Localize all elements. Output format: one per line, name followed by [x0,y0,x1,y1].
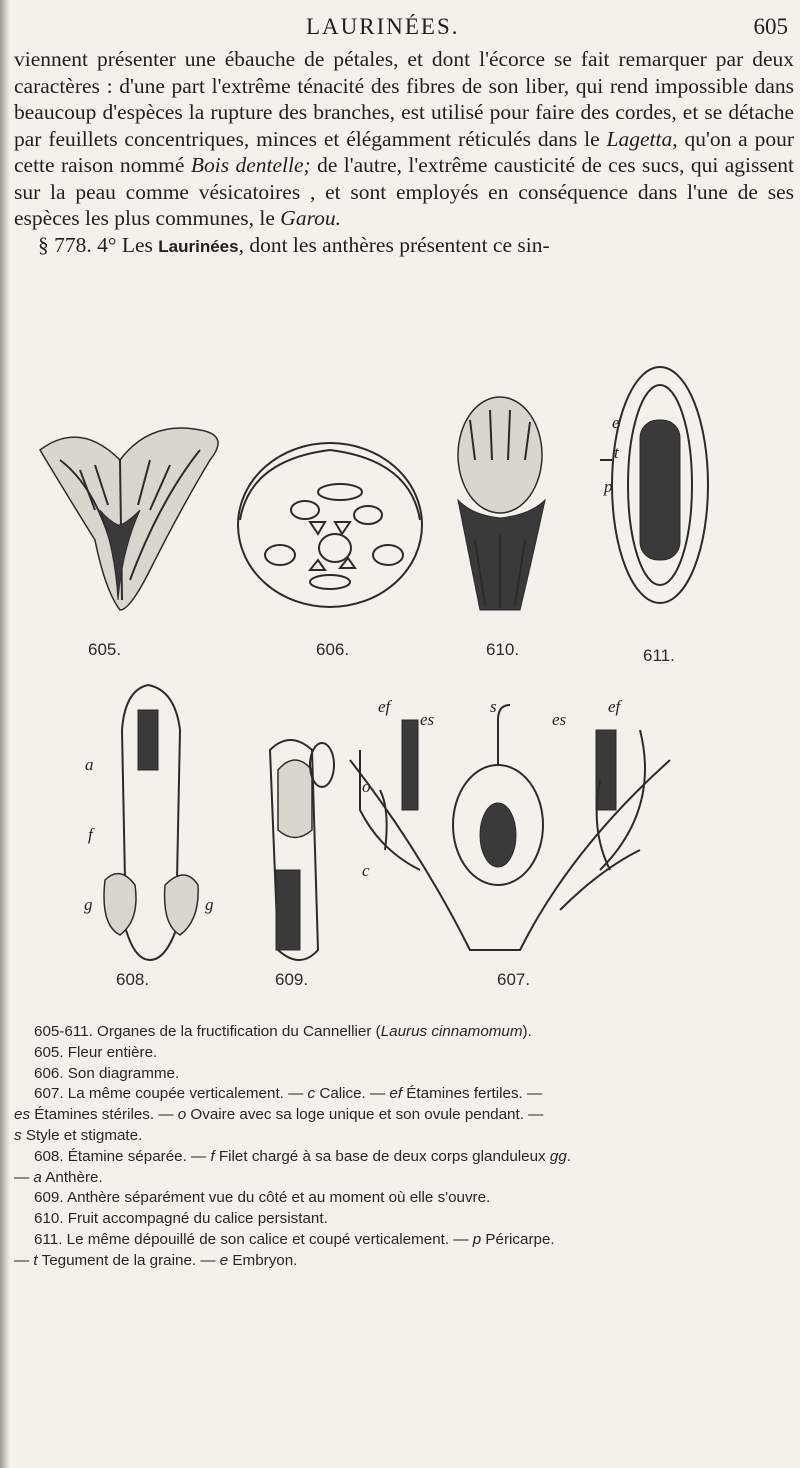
caption-605-611 [14,1022,790,1043]
label-ef-left: ef [378,697,391,716]
label-g-right: g [205,895,214,914]
caption-607-d: Étamines stériles. — [30,1106,178,1124]
figure-607-section [350,697,670,950]
caption-607-b: Calice. — [315,1085,390,1103]
caption-611 [14,1230,790,1251]
label-s: s [490,697,497,716]
figure-label-606: 606. [316,640,350,659]
caption-608-gg: gg [549,1147,567,1165]
figure-606-diagram [238,443,422,607]
label-ef-right: ef [608,697,621,716]
body-text [14,46,794,260]
figure-608-stamen [84,685,214,960]
figure-611-fruit-section [600,367,708,603]
caption-607 [14,1084,790,1105]
figure-captions [14,1022,790,1272]
figure-605-flower [40,428,218,610]
running-header [0,10,800,44]
paragraph-2 [14,232,794,261]
paragraph-1-text: viennent présenter une ébauche de pétales, et dont l'écorce se fait remarquer par deux caractères : d'une part l'extrême ténacité des fibres de son liber, qui rend impossible dans beaucoup d'espèces la rupture des branches, est utilisé pour faire des cordes, et se détache par feuillets concentriques, minces et élégamment réticulés dans le [14,47,794,151]
figure-610-fruit [458,397,545,610]
label-f: f [88,825,93,844]
figure-label-608: 608. [116,970,150,989]
paragraph-1 [14,46,794,232]
label-g-left: g [84,895,93,914]
figure-label-609: 609. [275,970,309,989]
caption-605: 605. Fleur entière. [34,1043,158,1061]
caption-608-a: 608. Étamine séparée. — [34,1147,211,1165]
caption-605-611-lead: 605-611. Organes de la fructification du Cannellier ( [34,1023,381,1040]
label-es-right: es [552,710,567,729]
section-number: § 778. 4° Les [38,232,159,257]
caption-608-b: Filet chargé à sa base de deux corps glanduleux [214,1147,550,1165]
caption-611-p: p [472,1230,482,1248]
caption-607-ef: ef [389,1085,403,1103]
caption-605-611-taxon: Laurus cinnamomum [380,1023,523,1040]
label-es-left: es [420,710,435,729]
page-number: 605 [753,14,788,39]
caption-607-cont-1 [14,1105,790,1126]
caption-611-t: t [33,1251,38,1269]
caption-608-e: Anthère. [41,1168,103,1186]
caption-607-cont-2 [14,1126,790,1147]
family-name: Laurinées [158,236,239,256]
caption-608-c: . [566,1147,572,1165]
term-lagetta: Lagetta, [606,126,678,151]
caption-607-a: 607. La même coupée verticalement. — [34,1085,308,1103]
caption-611-d: Tegument de la graine. — [37,1251,220,1269]
figure-label-607: 607. [497,970,531,989]
caption-606: 606. Son diagramme. [34,1064,180,1082]
term-garou: Garou. [280,206,342,230]
term-bois-dentelle: Bois dentelle; [190,153,311,177]
caption-611-f: Embryon. [228,1251,298,1269]
figure-label-605: 605. [88,640,122,659]
caption-607-es: es [14,1106,31,1124]
caption-610: 610. Fruit accompagné du calice persistant. [34,1210,328,1228]
caption-611-e: e [219,1251,229,1269]
label-t: t [614,443,619,462]
caption-607-c: c [307,1085,316,1103]
label-a: a [85,755,94,774]
caption-608-a-letter: a [33,1168,42,1186]
label-o: o [362,777,371,796]
caption-607-s: s [14,1126,22,1144]
caption-608-cont [14,1168,790,1189]
caption-609: 609. Anthère séparément vue du côté et au moment où elle s'ouvre. [34,1189,491,1207]
caption-611-b: Péricarpe. [481,1230,555,1248]
caption-607-e: Ovaire avec sa loge unique et son ovule pendant. — [186,1106,544,1124]
running-title: LAURINÉES. [306,14,460,39]
label-p: p [604,477,613,496]
figure-label-611: 611. [643,646,675,665]
caption-608-d: — [14,1168,34,1186]
paragraph-1-text-b: qu'on a pour cette raison nommé [14,126,794,177]
caption-605-611-tail: ). [522,1023,532,1040]
caption-607-c2: Étamines fertiles. — [402,1085,543,1103]
caption-608 [14,1147,790,1168]
figure-label-610: 610. [486,640,520,659]
caption-611-cont [14,1251,790,1272]
figure-plate [0,310,800,1000]
caption-611-a: 611. Le même dépouillé de son calice et coupé verticalement. — [34,1230,473,1248]
caption-607-o: o [177,1106,187,1124]
caption-608-f: f [210,1147,215,1165]
paragraph-1-text-c: de l'autre, l'extrême causticité de ces sucs, qui agissent sur la peau comme vésicatoires , et sont employés en conséquence dans l'une de ses espèces les plus communes, le [14,153,794,230]
paragraph-2-text: , dont les anthères présentent ce sin- [238,232,550,257]
figure-609-anther [270,740,334,960]
caption-607-f: Style et stigmate. [21,1126,143,1144]
label-c: c [362,861,370,880]
caption-611-c: — [14,1251,34,1269]
label-e: e [612,413,620,432]
